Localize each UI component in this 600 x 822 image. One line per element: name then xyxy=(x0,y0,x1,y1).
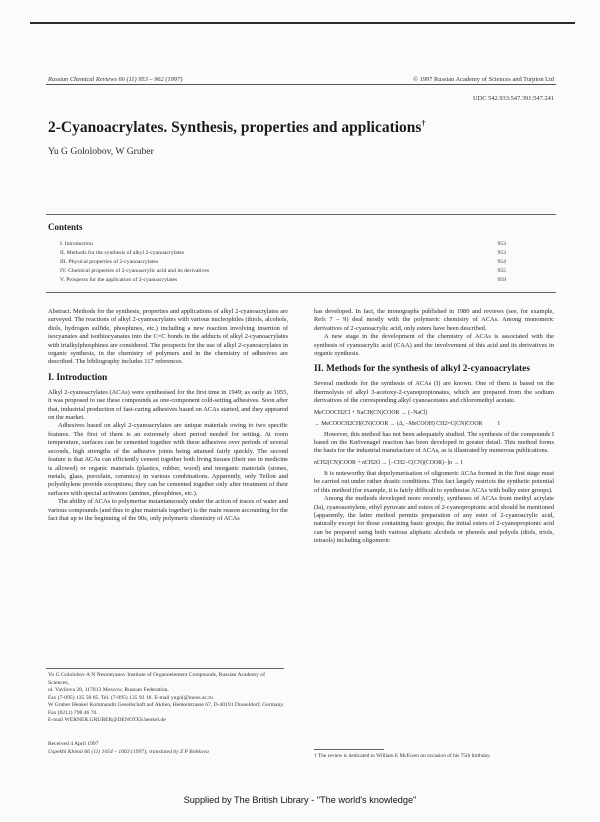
affiliation-email: E-mail WERNER.GRUBER@DENOTES.henkel.de xyxy=(48,717,166,723)
right-paragraph-0: has developed. In fact, the monographs published in 1980 and reviews (see, for example, Refs 7 – 9) deal mostly with the polymeric chemistry of ACAs. Among monomeric derivatives of 2-cyanoacrylic acid, only esters have been described. xyxy=(314,308,554,332)
right-paragraph-4: It is noteworthy that depolymerisation of oligomeric ACAs formed in the first stage must be carried out under rather drastic conditions. This fact largely restricts the synthetic potential of this method (for example, it is fairly difficult to synthesise ACAs with bulky ester groups). xyxy=(314,469,554,494)
equation-1: MeCOOCH2Cl + NaCH(CN)COOR → (−NaCl) xyxy=(314,409,428,416)
affiliation-line: Fax (7-095) 135 50 85. Tel. (7-095) 135 93 18. E-mail yugol@ineos.ac.ru xyxy=(48,694,213,701)
toc-item[interactable]: III. Physical properties of 2-cyanoacrylates 954 xyxy=(60,259,506,265)
affiliation-line: Yu G Gololobov A N Nesmeyanov Institute of Organoelement Compounds, Russian Academy of Sciences, xyxy=(48,672,265,686)
footnote-rule xyxy=(314,749,384,750)
contents-top-rule xyxy=(46,214,556,215)
toc-page: 959 xyxy=(497,277,506,283)
copyright-notice: © 1997 Russian Academy of Sciences and Turpion Ltd xyxy=(413,76,554,83)
intro-paragraph-1: Alkyl 2-cyanoacrylates (ACAs) were synthesised for the first time in 1949; as early as 1955, it was proposed to use these compounds as one-component cold-setting adhesives. Soon after that, industrial production of fast-curing adhesives based on ACAs started, and they appeared on the market. xyxy=(48,388,288,422)
section-heading-synthesis: II. Methods for the synthesis of alkyl 2-cyanoacrylates xyxy=(314,364,530,375)
received-info xyxy=(48,741,286,756)
toc-page: 955 xyxy=(497,268,506,274)
toc-page: 953 xyxy=(497,241,506,247)
header-rule xyxy=(46,84,556,85)
paper-title-text: 2-Cyanoacrylates. Synthesis, properties and applications xyxy=(48,119,422,137)
equation-2-text: → MeCOOCH2CH(CN)COOR → (Δ, −MeCOOH) CH2=C(CN)COOR xyxy=(314,420,483,427)
right-column xyxy=(314,308,554,546)
intro-paragraph-3: The ability of ACAs to polymerise instantaneously under the action of traces of water and various compounds (and thus to glue materials together) is the main reason accounting for the fact that up to the beginning of the 90s, only polymeric chemistry of ACAs xyxy=(48,498,288,522)
table-of-contents xyxy=(60,240,506,285)
equation-2-label: I xyxy=(497,420,500,427)
authors: Yu G Gololobov, W Gruber xyxy=(48,146,154,157)
equation-2 xyxy=(314,420,554,428)
journal-citation: Russian Chemical Reviews 66 (11) 953 – 962 (1997) xyxy=(48,76,183,83)
library-supplied-banner: Supplied by The British Library - "The world's knowledge" xyxy=(183,795,417,805)
affiliation-line: W Gruber Henkel Kommandit Gesellschaft auf Aktien, Henkelstrasse 67, D-40191 Dusseldorf, Germany. Fax (0211) 798 46 70. xyxy=(48,702,285,716)
equation-3: nCH2(CN)COOR + nCH2O → [−CH2−C(CN)(COOR)−]n → I xyxy=(314,459,463,466)
toc-page: 953 xyxy=(497,250,506,256)
scan-top-line xyxy=(30,22,575,24)
affiliation-rule xyxy=(46,668,284,669)
translation-note: Uspekhi Khimii 66 (11) 1054 – 1063 (1997); translated by Z P Bobkova xyxy=(48,748,209,755)
right-paragraph-5: Among the methods developed more recently, syntheses of ACAs from methyl acrylate (Ia), cyanoacetylene, ethyl pyruvate and esters of 2-cyanopropionic acid should be mentioned [apparently, the latter method permits preparation of any ester of 2-cyanoacrylic acid, naturally except for those containing basic groups; the initial esters of 2-cyanopropionic acid can be prepared using both various aliphatic alcohols or phenols and polyols (diols, triols, tetraols) including oligomeric xyxy=(314,495,554,545)
author-affiliations xyxy=(48,672,286,725)
left-column xyxy=(48,308,288,523)
toc-page: 954 xyxy=(497,259,506,265)
right-paragraph-2: Several methods for the synthesis of ACAs (I) are known. One of them is based on the thermolysis of alkyl 3-acetoxy-2-cyanopropionates, which are prepared from the sodium derivatives of the corresponding alkyl cyanoacetates and chloromethyl acetate. xyxy=(314,380,554,405)
paper-title xyxy=(48,119,425,137)
contents-heading: Contents xyxy=(48,222,83,232)
udc-code: UDC 542.933:547.391:547.241 xyxy=(473,95,554,102)
intro-paragraph-2: Adhesives based on alkyl 2-cyanoacrylates are unique materials owing to two specific features. The first of them is an extremely short period needed for setting. At room temperature, surfaces can be cemented together with these adhesives over periods of several seconds, high strengths of the adhesive joints being attained fairly quickly. The second feature is that ACAs can efficiently cement together both living tissues (their use in medicine is allowed) or organic materials (plastics, rubber, wood) and inorganic materials (stones, metals, glass, porcelain, ceramics) in various combinations. Apparently, only Teflon and polyethylene provide exceptions; they can be cemented together only after treatment of their surfaces with special activators (amines, phosphines, etc.). xyxy=(48,422,288,497)
section-heading-introduction: I. Introduction xyxy=(48,372,108,383)
received-date: Received 4 April 1997 xyxy=(48,741,99,747)
toc-item[interactable]: IV. Chemical properties of 2-cyanoacrylic acid and its derivatives 955 xyxy=(60,268,506,274)
abstract: Abstract. Methods for the synthesis, properties and applications of alkyl 2-cyanoacrylates are surveyed. The reactions of alkyl 2-cyanoacrylates with various nucleophiles (thiols, alcohols, diols, hydrogen sulfide, phosphines, etc.) including a new reaction involving insertion of isocyanates and isothiocyanates into the C=C bonds in the adducts of alkyl 2-cyanoacrylates with trialkylphosphines are considered. The prospects for the use of alkyl 2-cyanoacrylates in organic synthesis, in the chemistry of polymers and in the chemistry of adhesives are described. The bibliography includes 117 references. xyxy=(48,308,288,366)
toc-item[interactable]: I. Introduction 953 xyxy=(60,241,506,247)
contents-bottom-rule xyxy=(46,292,556,293)
affiliation-line: ul. Vavilova 28, 117813 Moscow, Russian Federation. xyxy=(48,687,169,693)
toc-item[interactable]: V. Prospects for the application of 2-cyanoacrylates 959 xyxy=(60,277,506,283)
dedication-footnote: † The review is dedicated to William E McEwen on occasion of his 75th birthday. xyxy=(314,753,491,759)
toc-item[interactable]: II. Methods for the synthesis of alkyl 2-cyanoacrylates 953 xyxy=(60,250,506,256)
right-paragraph-1: A new stage in the development of the chemistry of ACAs is associated with the synthesis of cyanoacrylic acid (CAA) and the involvement of this acid and its derivatives in organic synthesis. xyxy=(314,333,554,358)
title-footnote-mark: † xyxy=(421,119,426,128)
right-paragraph-3: However, this method has not been adequately studied. The synthesis of the compounds I based on the Knövenagel reaction has been developed in greater detail. This method forms the basis for the industrial manufacture of ACAs, as is illustrated by numerous publications. xyxy=(314,430,554,455)
